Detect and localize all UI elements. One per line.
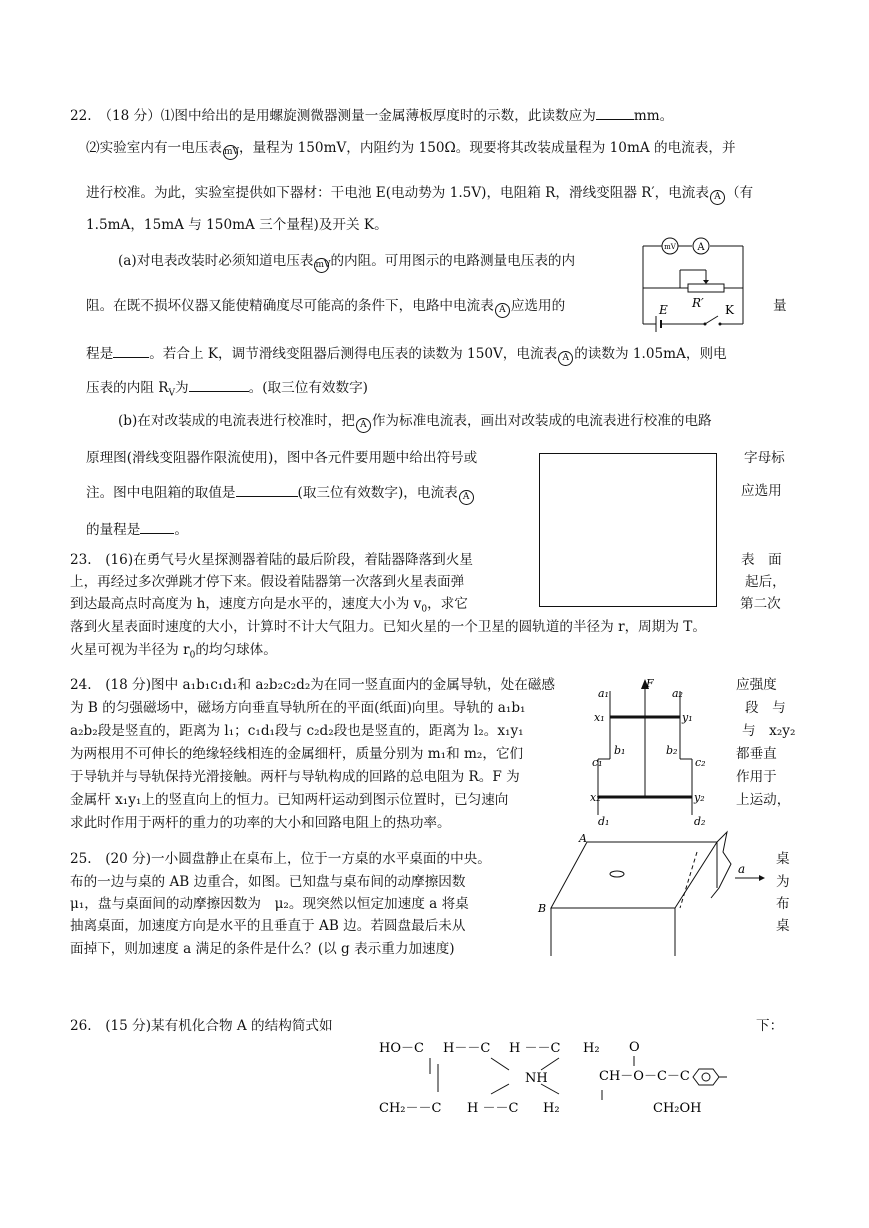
svg-text:c₁: c₁ — [592, 756, 603, 769]
svg-text:H －－C: H －－C — [467, 1101, 519, 1116]
q22-line-8: 压表的内阻 $R_V$为 。(取三位有效数字) — [86, 380, 368, 399]
answer-blank[interactable] — [140, 520, 174, 534]
circuit-e-label: E — [659, 303, 668, 317]
structural-formula — [375, 1036, 735, 1121]
q25-line-5: 面掉下，则加速度 a 满足的条件是什么？(以 g 表示重力加速度) — [70, 941, 455, 957]
svg-text:x₂: x₂ — [590, 791, 601, 804]
circuit-a-label: A — [697, 242, 705, 253]
svg-text:H－－C: H－－C — [443, 1041, 491, 1056]
q22-line-4: 1.5mA，15mA 与 150mA 三个量程)及开关 K。 — [86, 217, 388, 233]
q25-line-2: 布的一边与桌的 AB 边重合，如图。已知盘与桌布间的动摩擦因数 — [70, 874, 466, 890]
table-diagram — [535, 828, 765, 963]
q25-line-1-right: 桌 — [776, 851, 790, 867]
q22-line-5: (a)对电表改装时必须知道电压表 mV的内阻。可用图示的电路测量电压表的内 — [118, 253, 575, 273]
answer-drawing-box[interactable] — [539, 453, 717, 607]
svg-text:A: A — [579, 832, 587, 845]
svg-text:CH₂OH: CH₂OH — [653, 1101, 702, 1116]
acceleration-arrow-icon — [759, 875, 765, 881]
q25-line-2-right: 为 — [776, 874, 790, 890]
ammeter-icon: A — [558, 351, 573, 366]
svg-text:B: B — [538, 902, 547, 915]
q22-line-7: 程是 。若合上 K，调节滑线变阻器后测得电压表的读数为 150V，电流表 A 的读数为 1.05mA，则电 — [86, 344, 727, 366]
q22-line-10-right: 字母标 — [744, 450, 785, 466]
svg-text:a₂: a₂ — [672, 687, 683, 700]
circuit-k-label: K — [725, 303, 734, 317]
q25-line-1: 25. (20 分)一小圆盘静止在桌布上，位于一方桌的水平桌面的中央。 — [70, 851, 491, 867]
q22-line-1: 22. （18 分）⑴图中给出的是用螺旋测微器测量一金属薄板厚度时的示数，此读数应为 mm。 — [70, 108, 674, 124]
svg-text:a₁: a₁ — [598, 687, 609, 700]
svg-text:F: F — [646, 677, 654, 690]
q22-line-2: ⑵实验室内有一电压表 mV，量程为 150mV，内阻约为 150Ω。现要将其改装成量程为 10mA 的电流表，并 — [86, 140, 736, 160]
q24-line-6: 金属杆 x₁y₁上的竖直向上的恒力。已知两杆运动到图示位置时，已匀速向 — [70, 792, 509, 808]
q26-line-1: 26. (15 分)某有机化合物 A 的结构简式如 — [70, 1018, 333, 1034]
svg-text:b₂: b₂ — [666, 744, 678, 757]
svg-text:H －－C: H －－C — [509, 1041, 561, 1056]
circuit-mv-label: mV — [664, 243, 676, 251]
svg-text:x₁: x₁ — [594, 711, 605, 724]
q23-line-3-right: 第二次 — [740, 596, 781, 612]
svg-text:d₂: d₂ — [694, 815, 706, 828]
q22-line-11: 注。图中电阻箱的取值是 (取三位有效数字)，电流表 A — [86, 483, 475, 505]
q24-line-1: 24. (18 分)图中 a₁b₁c₁d₁和 a₂b₂c₂d₂为在同一竖直面内的金属导轨，处在磁感 — [70, 677, 555, 693]
q24-line-5-right: 作用于 — [736, 769, 777, 785]
svg-text:CH₂－－C: CH₂－－C — [379, 1101, 442, 1116]
svg-text:y₁: y₁ — [682, 711, 693, 724]
svg-text:y₂: y₂ — [694, 791, 705, 804]
q22-line-9: (b)在对改装成的电流表进行校准时，把 A 作为标准电流表，画出对改装成的电流表进行校准的电路 — [118, 413, 712, 433]
q22-line-6-right: 量 — [773, 298, 787, 314]
voltmeter-icon: mV — [314, 258, 329, 273]
svg-text:b₁: b₁ — [614, 744, 626, 757]
q23-line-1-right: 表 面 — [741, 552, 782, 568]
ammeter-icon: A — [356, 418, 371, 433]
svg-text:a: a — [738, 862, 746, 876]
q25-line-4: 抽离桌面，加速度方向是水平的且垂直于 AB 边。若圆盘最后未从 — [70, 918, 466, 934]
svg-text:H₂: H₂ — [583, 1041, 600, 1056]
q24-line-2: 为 B 的匀强磁场中，磁场方向垂直导轨所在的平面(纸面)向里。导轨的 a₁b₁ — [70, 700, 526, 716]
q25-line-4-right: 桌 — [776, 918, 790, 934]
q23-line-3: 到达最高点时高度为 h，速度方向是水平的，速度大小为 $v_0$，求它 — [70, 596, 468, 615]
q25-line-3-right: 布 — [776, 896, 790, 912]
q23-line-5: 火星可视为半径为 $r_0$的均匀球体。 — [70, 642, 277, 661]
q24-line-6-right: 上运动， — [736, 792, 791, 808]
answer-blank[interactable] — [236, 483, 298, 497]
answer-blank[interactable] — [189, 378, 249, 392]
q24-line-4-right: 都垂直 — [736, 746, 777, 762]
circuit-diagram — [640, 234, 750, 329]
svg-text:H₂: H₂ — [543, 1101, 560, 1116]
circuit-r-label: R′ — [692, 296, 704, 310]
q23-line-4: 落到火星表面时速度的大小，计算时不计大气阻力。已知火星的一个卫星的圆轨道的半径为 r，周期为 T。 — [70, 619, 706, 635]
ammeter-icon: A — [495, 303, 510, 318]
svg-text:d₁: d₁ — [598, 815, 610, 828]
q23-line-2: 上，再经过多次弹跳才停下来。假设着陆器第一次落到火星表面弹 — [70, 574, 465, 590]
q24-line-1-right: 应强度 — [736, 677, 777, 693]
voltmeter-icon: mV — [223, 145, 238, 160]
ammeter-icon: A — [459, 490, 474, 505]
svg-text:O: O — [629, 1040, 640, 1055]
q22-line-11-right: 应选用 — [741, 483, 782, 499]
q24-line-3-right: 与 x₂y₂ — [742, 723, 796, 739]
disk — [610, 871, 624, 877]
q22-line-10: 原理图(滑线变阻器作限流使用)，图中各元件要用题中给出符号或 — [86, 450, 478, 466]
q26-line-1-right: 下： — [756, 1018, 784, 1034]
svg-text:CH－O－C－C: CH－O－C－C — [599, 1069, 690, 1084]
q24-line-4: 为两根用不可伸长的绝缘轻线相连的金属细杆，质量分别为 m₁和 m₂，它们 — [70, 746, 524, 762]
q24-line-7: 求此时作用于两杆的重力的功率的大小和回路电阻上的热功率。 — [70, 815, 451, 831]
benzene-ring-icon — [693, 1069, 719, 1085]
svg-text:HO－C: HO－C — [379, 1041, 424, 1056]
q25-line-3: μ₁，盘与桌面间的动摩擦因数为 μ₂。现突然以恒定加速度 a 将桌 — [70, 896, 469, 912]
q22-line-12: 的量程是 。 — [86, 522, 188, 538]
q24-line-3: a₂b₂段是竖直的，距离为 l₁；c₁d₁段与 c₂d₂段也是竖直的，距离为 l₂。x₁y₁ — [70, 723, 524, 739]
q24-line-2-right: 段 与 — [745, 700, 786, 716]
q23-line-1: 23. (16)在勇气号火星探测器着陆的最后阶段，着陆器降落到火星 — [70, 552, 473, 568]
rheostat — [688, 284, 724, 292]
svg-text:NH: NH — [525, 1071, 548, 1086]
ammeter-icon: A — [710, 190, 725, 205]
q24-line-5: 于导轨并与导轨保持光滑接触。两杆与导轨构成的回路的总电阻为 R。F 为 — [70, 769, 520, 785]
svg-text:c₂: c₂ — [695, 756, 706, 769]
answer-blank[interactable] — [113, 344, 149, 358]
rail-diagram — [590, 675, 724, 828]
q23-line-2-right: 起后， — [745, 574, 786, 590]
q22-line-6: 阻。在既不损坏仪器又能使精确度尽可能高的条件下，电路中电流表 A 应选用的 — [86, 298, 565, 318]
q22-line-3: 进行校准。为此，实验室提供如下器材：干电池 E(电动势为 1.5V)，电阻箱 R，滑线变阻器 R′，电流表 A （有 — [86, 185, 753, 205]
answer-blank[interactable] — [596, 106, 634, 120]
